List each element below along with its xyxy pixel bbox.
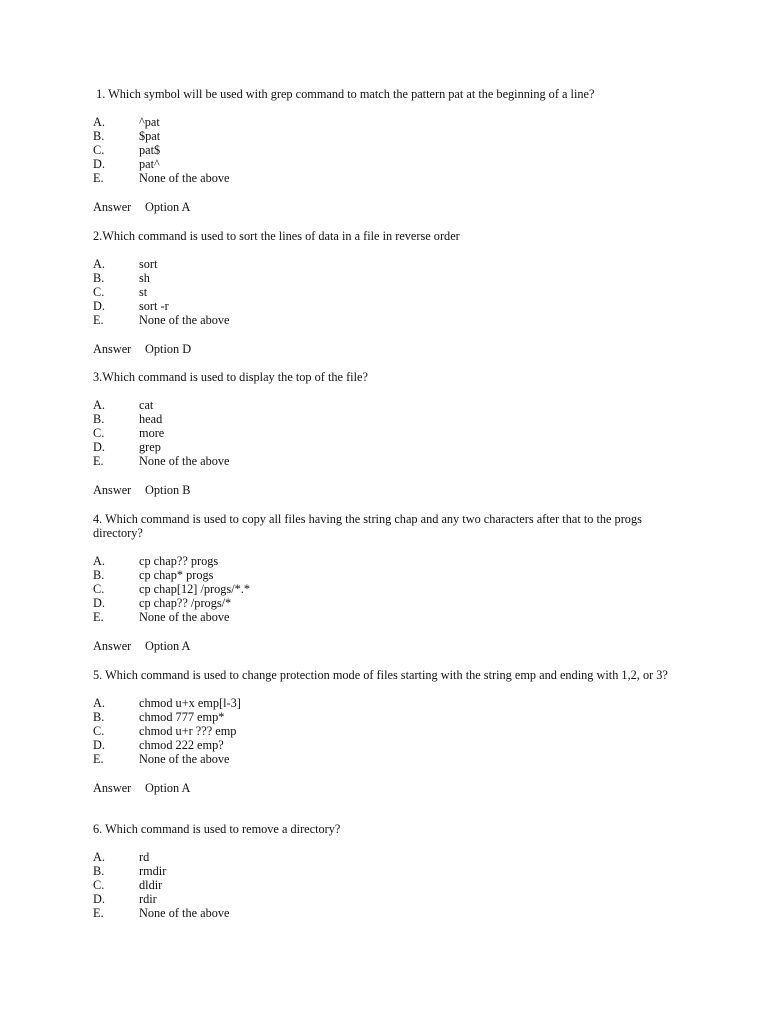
option-letter: A.: [93, 257, 105, 271]
answer-label: Answer: [93, 200, 132, 214]
answer-value: Option A: [145, 639, 191, 653]
option-text: more: [139, 426, 165, 440]
option-letter: B.: [93, 412, 105, 426]
answer-value: Option A: [145, 200, 191, 214]
answer-label: Answer: [93, 639, 132, 653]
option-text: None of the above: [139, 454, 230, 468]
option-letter: D.: [93, 299, 105, 313]
question-text: 6. Which command is used to remove a directory?: [93, 822, 341, 836]
option-e: [93, 171, 683, 185]
answer-value: Option D: [145, 342, 192, 356]
option-letter: A.: [93, 554, 105, 568]
option-text: cp chap?? /progs/*: [139, 596, 232, 610]
option-letter: C.: [93, 426, 105, 440]
question-3: [93, 370, 683, 497]
option-letter: D.: [93, 596, 105, 610]
option-text: None of the above: [139, 752, 230, 766]
option-letter: A.: [93, 850, 105, 864]
option-b: [93, 129, 683, 143]
option-text: $pat: [139, 129, 161, 143]
option-letter: E.: [93, 610, 104, 624]
question-2: [93, 229, 683, 356]
option-letter: D.: [93, 157, 105, 171]
options-list: [93, 696, 683, 766]
option-text: chmod u+x emp[l-3]: [139, 696, 241, 710]
option-e: [93, 313, 683, 327]
option-text: pat^: [139, 157, 160, 171]
option-text: rmdir: [139, 864, 167, 878]
option-letter: E.: [93, 906, 104, 920]
option-e: [93, 454, 683, 468]
answer-value: Option A: [145, 781, 191, 795]
option-a: [93, 696, 683, 710]
option-letter: E.: [93, 454, 104, 468]
option-e: [93, 752, 683, 766]
option-letter: C.: [93, 143, 105, 157]
option-e: [93, 610, 683, 624]
option-letter: B.: [93, 271, 105, 285]
option-letter: B.: [93, 568, 105, 582]
option-d: [93, 738, 683, 752]
option-text: rd: [139, 850, 150, 864]
option-a: [93, 850, 683, 864]
option-c: [93, 143, 683, 157]
question-4: [93, 512, 683, 653]
option-letter: B.: [93, 864, 105, 878]
option-text: st: [139, 285, 148, 299]
option-letter: B.: [93, 710, 105, 724]
option-letter: E.: [93, 313, 104, 327]
option-text: rdir: [139, 892, 157, 906]
option-letter: E.: [93, 171, 104, 185]
option-letter: C.: [93, 582, 105, 596]
question-text: 1. Which symbol will be used with grep command to match the pattern pat at the beginning of a line?: [93, 87, 595, 101]
option-c: [93, 426, 683, 440]
option-c: [93, 582, 683, 596]
question-text: 5. Which command is used to change protection mode of files starting with the string emp and ending with 1,2, or 3?: [93, 668, 668, 682]
option-d: [93, 596, 683, 610]
question-text: 3.Which command is used to display the top of the file?: [93, 370, 368, 384]
options-list: [93, 257, 683, 327]
options-list: [93, 850, 683, 920]
option-text: cp chap?? progs: [139, 554, 219, 568]
option-text: cp chap* progs: [139, 568, 214, 582]
option-c: [93, 724, 683, 738]
option-letter: A.: [93, 115, 105, 129]
answer-label: Answer: [93, 781, 132, 795]
option-text: None of the above: [139, 171, 230, 185]
option-text: chmod 222 emp?: [139, 738, 224, 752]
option-a: [93, 398, 683, 412]
option-b: [93, 864, 683, 878]
question-6: [93, 822, 683, 920]
option-text: chmod 777 emp*: [139, 710, 225, 724]
option-b: [93, 710, 683, 724]
option-letter: A.: [93, 696, 105, 710]
option-letter: A.: [93, 398, 105, 412]
answer-label: Answer: [93, 483, 132, 497]
option-letter: E.: [93, 752, 104, 766]
option-letter: D.: [93, 738, 105, 752]
option-letter: C.: [93, 285, 105, 299]
answer-line: [93, 342, 683, 356]
option-d: [93, 440, 683, 454]
question-text: 4. Which command is used to copy all files having the string chap and any two characters after that to the progs directory?: [93, 512, 645, 540]
option-e: [93, 906, 683, 920]
option-text: dldir: [139, 878, 163, 892]
option-a: [93, 257, 683, 271]
option-text: ^pat: [139, 115, 160, 129]
option-text: None of the above: [139, 313, 230, 327]
option-b: [93, 412, 683, 426]
options-list: [93, 398, 683, 468]
option-b: [93, 271, 683, 285]
question-text: 2.Which command is used to sort the lines of data in a file in reverse order: [93, 229, 460, 243]
option-text: sort -r: [139, 299, 169, 313]
option-d: [93, 299, 683, 313]
option-text: grep: [139, 440, 161, 454]
option-d: [93, 892, 683, 906]
answer-line: [93, 200, 683, 214]
answer-line: [93, 781, 683, 795]
options-list: [93, 115, 683, 185]
option-d: [93, 157, 683, 171]
option-c: [93, 285, 683, 299]
answer-line: [93, 483, 683, 497]
answer-label: Answer: [93, 342, 132, 356]
option-letter: C.: [93, 878, 105, 892]
question-5: [93, 668, 683, 795]
question-1: [93, 87, 683, 214]
option-text: head: [139, 412, 163, 426]
option-c: [93, 878, 683, 892]
option-a: [93, 554, 683, 568]
option-a: [93, 115, 683, 129]
option-letter: D.: [93, 440, 105, 454]
options-list: [93, 554, 683, 624]
option-letter: D.: [93, 892, 105, 906]
option-letter: C.: [93, 724, 105, 738]
answer-value: Option B: [145, 483, 191, 497]
answer-line: [93, 639, 683, 653]
option-letter: B.: [93, 129, 105, 143]
option-text: None of the above: [139, 610, 230, 624]
option-text: cp chap[12] /progs/*.*: [139, 582, 250, 596]
option-text: sh: [139, 271, 150, 285]
option-text: pat$: [139, 143, 161, 157]
option-text: None of the above: [139, 906, 230, 920]
option-text: cat: [139, 398, 154, 412]
option-text: chmod u+r ??? emp: [139, 724, 237, 738]
option-b: [93, 568, 683, 582]
option-text: sort: [139, 257, 158, 271]
